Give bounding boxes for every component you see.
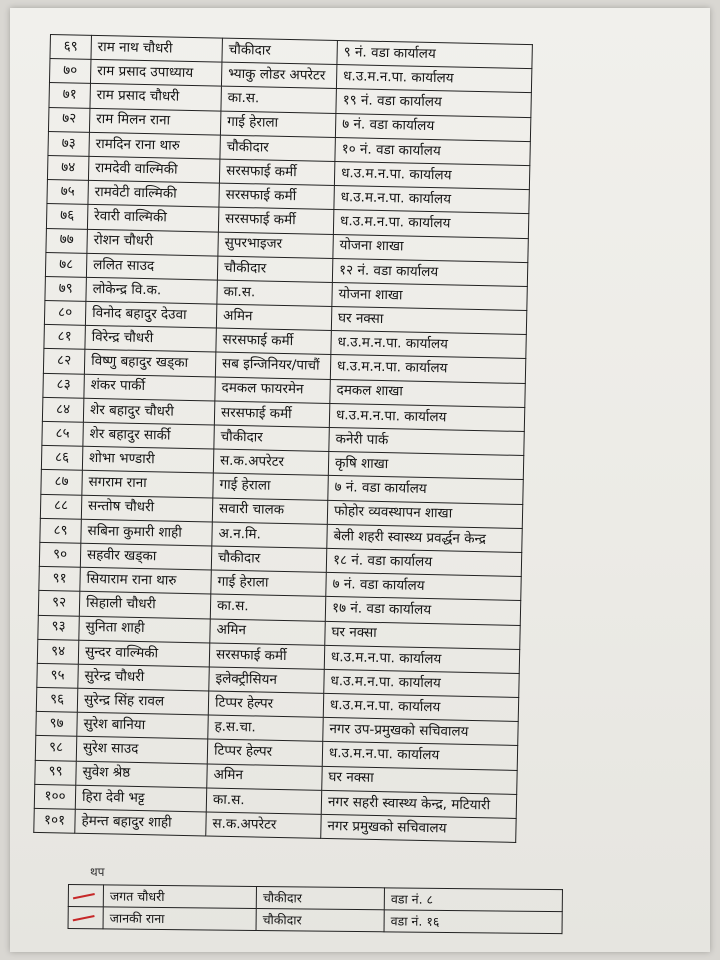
post-cell: अमिन [216,304,331,331]
office-cell: फोहोर व्यवस्थापन शाखा [327,500,522,528]
employee-name-cell: रामवेटी वाल्मिकी [88,180,219,207]
serial-number-cell: ८८ [40,494,81,519]
office-cell: बेली शहरी स्वास्थ्य प्रवर्द्धन केन्द्र [327,524,522,552]
office-cell: १७ नं. वडा कार्यालय [325,597,520,625]
employee-name-cell: राम प्रसाद उपाध्याय [90,60,221,87]
employee-name-cell: सुवेश श्रेष्ठ [76,761,207,788]
serial-number-cell: ६९ [50,35,91,60]
post-cell: गाई हेराला [220,111,335,138]
additional-staff-table [68,884,563,934]
serial-number-cell: ७५ [47,180,88,205]
serial-number-cell: ७४ [47,155,88,180]
serial-number-cell: ७६ [46,204,87,229]
employee-name-cell: शोभा भण्डारी [82,446,213,473]
staff-table-body [34,35,533,843]
serial-number-cell: १०१ [34,808,75,833]
employee-name-cell: सुरेन्द्र चौधरी [78,664,209,691]
post-cell: का.स. [221,86,336,113]
office-cell: ध.उ.म.न.पा. कार्यालय [333,210,528,238]
office-cell: कृषि शाखा [328,452,523,480]
post-cell: दमकल फायरमेन [215,377,330,404]
office-cell: ध.उ.म.न.पा. कार्यालय [322,742,517,770]
post-cell: चौकीदार [211,546,326,573]
tick-mark-cell [68,907,103,929]
employee-name-cell: हेमन्त बहादुर शाही [75,809,206,836]
serial-number-cell: ९३ [38,615,79,640]
employee-name-cell: लोकेन्द्र वि.क. [86,277,217,304]
employee-name-cell: सुन्दर वाल्मिकी [78,640,209,667]
office-cell: ध.उ.म.न.पा. कार्यालय [336,65,531,93]
serial-number-cell: ७९ [45,276,86,301]
serial-number-cell: ७८ [45,252,86,277]
post-cell: अमिन [207,764,322,791]
serial-number-cell: ७० [49,59,90,84]
staff-table [33,34,533,843]
serial-number-cell: ८६ [41,446,82,471]
red-tick-mark [73,915,95,921]
employee-name-cell: हिरा देवी भट्ट [75,785,206,812]
post-cell: टिप्पर हेल्पर [207,739,322,766]
employee-name-cell: राम प्रसाद चौधरी [90,84,221,111]
employee-name-cell: जानकी राना [103,907,256,931]
serial-number-cell: ८३ [43,373,84,398]
office-cell: ध.उ.म.न.पा. कार्यालय [334,161,529,189]
employee-name-cell: रामदिन राना थारु [89,132,220,159]
office-cell: योजना शाखा [333,234,528,262]
post-cell: सरसफाई कर्मी [214,401,329,428]
employee-name-cell: सियाराम राना थारु [80,567,211,594]
serial-number-cell: ८१ [44,325,85,350]
additional-label: थप [90,865,105,879]
serial-number-cell: ८४ [42,397,83,422]
office-cell: घर नक्सा [325,621,520,649]
office-cell: ७ नं. वडा कार्यालय [328,476,523,504]
office-cell: नगर उप-प्रमुखको सचिवालय [323,718,518,746]
office-cell: ७ नं. वडा कार्यालय [326,573,521,601]
employee-name-cell: सबिना कुमारी शाही [81,519,212,546]
serial-number-cell: ८५ [42,421,83,446]
office-cell: १० नं. वडा कार्यालय [335,137,530,165]
employee-name-cell: सिहाली चौधरी [79,592,210,619]
office-cell: ७ नं. वडा कार्यालय [335,113,530,141]
office-cell: दमकल शाखा [330,379,525,407]
office-cell: ध.उ.म.न.पा. कार्यालय [329,403,524,431]
office-cell: ध.उ.म.न.पा. कार्यालय [324,669,519,697]
serial-number-cell: ९० [39,542,80,567]
serial-number-cell: ९४ [37,639,78,664]
employee-name-cell: सगराम राना [82,471,213,498]
serial-number-cell: ८७ [41,470,82,495]
serial-number-cell: ८९ [40,518,81,543]
post-cell: चौकीदार [222,38,337,65]
post-cell: सुपरभाइजर [218,232,333,259]
serial-number-cell: ९९ [35,760,76,785]
employee-name-cell: शेर बहादुर चौधरी [83,398,214,425]
post-cell: सरसफाई कर्मी [219,159,334,186]
serial-number-cell: ७२ [48,107,89,132]
employee-name-cell: विष्णु बहादुर खड्का [84,350,215,377]
employee-name-cell: रोशन चौधरी [87,229,218,256]
office-cell: ध.उ.म.न.पा. कार्यालय [330,355,525,383]
office-cell: ध.उ.म.न.पा. कार्यालय [324,645,519,673]
employee-name-cell: राम नाथ चौधरी [91,35,222,62]
serial-number-cell: ७१ [49,83,90,108]
post-cell: सरसफाई कर्मी [219,183,334,210]
employee-name-cell: सन्तोष चौधरी [81,495,212,522]
ward-cell: वडा नं. १६ [384,910,562,934]
post-cell: चौकीदार [256,886,384,909]
ward-cell: वडा नं. ८ [384,888,562,912]
employee-name-cell: विनोद बहादुर देउवा [85,301,216,328]
serial-number-cell: ९७ [36,712,77,737]
post-cell: का.स. [217,280,332,307]
red-tick-mark [73,893,95,899]
employee-name-cell: सुनिता शाही [79,616,210,643]
serial-number-cell: ९५ [37,663,78,688]
office-cell: कनेरी पार्क [329,427,524,455]
office-cell: १२ नं. वडा कार्यालय [332,258,527,286]
serial-number-cell: ९२ [38,591,79,616]
employee-name-cell: रामदेवी वाल्मिकी [88,156,219,183]
post-cell: स.क.अपरेटर [213,449,328,476]
serial-number-cell: ९६ [36,687,77,712]
tick-mark-cell [68,885,103,907]
post-cell: सब इन्जिनियर/पाचौं [215,352,330,379]
employee-name-cell: सहवीर खड्का [80,543,211,570]
document-page [10,8,710,952]
employee-name-cell: ललित साउद [86,253,217,280]
additional-staff-table-body [68,885,562,934]
post-cell: सवारी चालक [212,498,327,525]
employee-name-cell: राम मिलन राना [89,108,220,135]
post-cell: चौकीदार [217,256,332,283]
post-cell: टिप्पर हेल्पर [208,691,323,718]
serial-number-cell: १०० [34,784,75,809]
post-cell: इलेक्ट्रीसियन [209,667,324,694]
post-cell: स.क.अपरेटर [206,812,321,839]
serial-number-cell: ७३ [48,131,89,156]
serial-number-cell: ९८ [35,736,76,761]
serial-number-cell: ७७ [46,228,87,253]
office-cell: योजना शाखा [332,282,527,310]
office-cell: घर नक्सा [331,307,526,335]
office-cell: १९ नं. वडा कार्यालय [336,89,531,117]
post-cell: सरसफाई कर्मी [218,207,333,234]
post-cell: गाई हेराला [211,570,326,597]
office-cell: नगर प्रमुखको सचिवालय [321,814,516,842]
serial-number-cell: ९१ [39,567,80,592]
office-cell: ध.उ.म.न.पा. कार्यालय [323,693,518,721]
office-cell: ९ नं. वडा कार्यालय [337,41,532,69]
post-cell: चौकीदार [256,908,384,931]
post-cell: भ्याकु लोडर अपरेटर [221,62,336,89]
employee-name-cell: रेवारी वाल्मिकी [87,205,218,232]
post-cell: गाई हेराला [213,473,328,500]
office-cell: ध.उ.म.न.पा. कार्यालय [331,331,526,359]
post-cell: ह.स.चा. [208,715,323,742]
office-cell: नगर सहरी स्वास्थ्य केन्द्र, मटियारी [321,790,516,818]
office-cell: १८ नं. वडा कार्यालय [326,548,521,576]
employee-name-cell: शंकर पार्की [84,374,215,401]
post-cell: अ.न.मि. [212,522,327,549]
additional-row [68,907,562,934]
post-cell: चौकीदार [214,425,329,452]
office-cell: ध.उ.म.न.पा. कार्यालय [334,186,529,214]
employee-name-cell: सुरेन्द्र सिंह रावल [77,688,208,715]
serial-number-cell: ८२ [43,349,84,374]
employee-name-cell: सुरेश साउद [76,737,207,764]
post-cell: चौकीदार [220,135,335,162]
post-cell: सरसफाई कर्मी [209,643,324,670]
employee-name-cell: शेर बहादुर सार्की [83,422,214,449]
employee-name-cell: जगत चौधरी [103,885,256,909]
post-cell: सरसफाई कर्मी [216,328,331,355]
post-cell: अमिन [210,618,325,645]
serial-number-cell: ८० [44,301,85,326]
post-cell: का.स. [210,594,325,621]
employee-name-cell: सुरेश बानिया [77,712,208,739]
post-cell: का.स. [206,788,321,815]
employee-name-cell: विरेन्द्र चौधरी [85,326,216,353]
office-cell: घर नक्सा [322,766,517,794]
